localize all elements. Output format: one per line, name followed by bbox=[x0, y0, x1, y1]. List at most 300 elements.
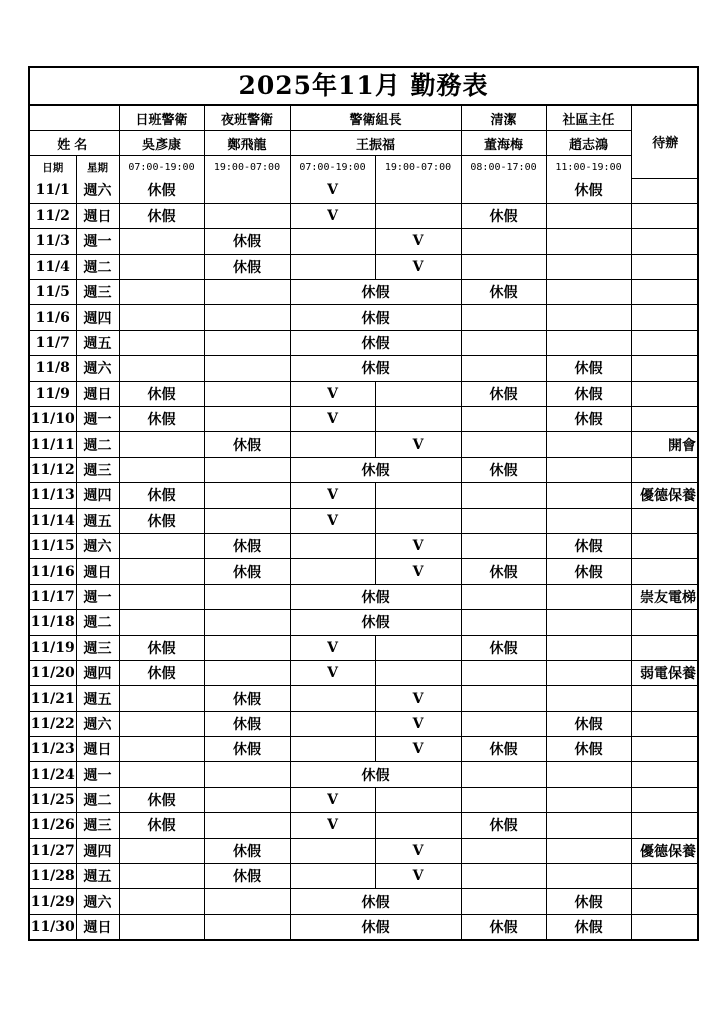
weekday-cell: 週三 bbox=[76, 635, 119, 660]
guard-leader-day-cell bbox=[290, 838, 375, 863]
guard-leader-day-cell bbox=[290, 864, 375, 889]
date-cell: 11/30 bbox=[30, 914, 76, 939]
cleaning-cell bbox=[461, 508, 546, 533]
pending-note-cell bbox=[631, 457, 699, 482]
guard-leader-night-cell bbox=[375, 178, 461, 203]
table-row bbox=[30, 610, 699, 635]
day-guard-cell bbox=[119, 559, 204, 584]
community-manager-cell bbox=[546, 457, 631, 482]
weekday-label: 星期 bbox=[76, 156, 119, 179]
cleaning-cell bbox=[461, 254, 546, 279]
day-guard-cell bbox=[119, 305, 204, 330]
guard-leader-night-cell bbox=[375, 407, 461, 432]
pending-note-cell bbox=[631, 229, 699, 254]
guard-leader-night-cell: V bbox=[375, 838, 461, 863]
table-row bbox=[30, 483, 699, 508]
cleaning-cell bbox=[461, 838, 546, 863]
night-guard-cell bbox=[204, 178, 290, 203]
pending-note-cell bbox=[631, 813, 699, 838]
day-guard-cell bbox=[119, 889, 204, 914]
date-cell: 11/16 bbox=[30, 559, 76, 584]
weekday-cell: 週六 bbox=[76, 356, 119, 381]
cleaning-cell bbox=[461, 610, 546, 635]
pending-note-cell bbox=[631, 559, 699, 584]
date-cell: 11/19 bbox=[30, 635, 76, 660]
date-cell: 11/10 bbox=[30, 407, 76, 432]
weekday-cell: 週二 bbox=[76, 254, 119, 279]
weekday-cell: 週四 bbox=[76, 483, 119, 508]
roster-title: 2025年11月 勤務表 bbox=[30, 68, 697, 106]
community-manager-cell bbox=[546, 254, 631, 279]
night-guard-cell bbox=[204, 635, 290, 660]
night-guard-cell: 休假 bbox=[204, 864, 290, 889]
table-row bbox=[30, 533, 699, 558]
day-guard-cell: 休假 bbox=[119, 381, 204, 406]
date-cell: 11/17 bbox=[30, 584, 76, 609]
weekday-cell: 週四 bbox=[76, 305, 119, 330]
guard-leader-day-cell: V bbox=[290, 813, 375, 838]
day-guard-cell bbox=[119, 610, 204, 635]
community-manager-cell: 休假 bbox=[546, 737, 631, 762]
weekday-cell: 週一 bbox=[76, 584, 119, 609]
guard-leader-night-cell: V bbox=[375, 686, 461, 711]
table-row bbox=[30, 407, 699, 432]
table-row bbox=[30, 432, 699, 457]
day-guard-cell bbox=[119, 432, 204, 457]
weekday-cell: 週二 bbox=[76, 432, 119, 457]
time-leader-day: 07:00-19:00 bbox=[290, 156, 375, 179]
weekday-cell: 週三 bbox=[76, 280, 119, 305]
table-row bbox=[30, 178, 699, 203]
table-row bbox=[30, 864, 699, 889]
guard-leader-night-cell: V bbox=[375, 229, 461, 254]
role-guard-leader: 警衛組長 bbox=[290, 106, 461, 131]
table-row bbox=[30, 711, 699, 736]
name-cleaning: 董海梅 bbox=[461, 131, 546, 156]
cleaning-cell: 休假 bbox=[461, 635, 546, 660]
guard-leader-leave-cell: 休假 bbox=[290, 330, 461, 355]
table-row bbox=[30, 660, 699, 685]
night-guard-cell bbox=[204, 584, 290, 609]
community-manager-cell: 休假 bbox=[546, 559, 631, 584]
date-cell: 11/6 bbox=[30, 305, 76, 330]
table-row bbox=[30, 838, 699, 863]
community-manager-cell bbox=[546, 203, 631, 228]
table-row bbox=[30, 305, 699, 330]
cleaning-cell bbox=[461, 356, 546, 381]
weekday-cell: 週六 bbox=[76, 178, 119, 203]
time-cleaning: 08:00-17:00 bbox=[461, 156, 546, 179]
night-guard-cell: 休假 bbox=[204, 686, 290, 711]
cleaning-cell bbox=[461, 660, 546, 685]
table-row bbox=[30, 889, 699, 914]
cleaning-cell bbox=[461, 686, 546, 711]
cleaning-cell: 休假 bbox=[461, 559, 546, 584]
pending-header: 待辦 bbox=[631, 106, 699, 178]
night-guard-cell: 休假 bbox=[204, 737, 290, 762]
table-row bbox=[30, 914, 699, 939]
name-guard-leader: 王振福 bbox=[290, 131, 461, 156]
date-cell: 11/22 bbox=[30, 711, 76, 736]
role-community-manager: 社區主任 bbox=[546, 106, 631, 131]
night-guard-cell bbox=[204, 356, 290, 381]
guard-leader-day-cell bbox=[290, 254, 375, 279]
cleaning-cell: 休假 bbox=[461, 737, 546, 762]
table-row bbox=[30, 280, 699, 305]
guard-leader-day-cell bbox=[290, 533, 375, 558]
guard-leader-night-cell bbox=[375, 813, 461, 838]
cleaning-cell bbox=[461, 889, 546, 914]
community-manager-cell bbox=[546, 660, 631, 685]
table-row bbox=[30, 635, 699, 660]
role-day-guard: 日班警衛 bbox=[119, 106, 204, 131]
guard-leader-day-cell: V bbox=[290, 508, 375, 533]
pending-note-cell bbox=[631, 864, 699, 889]
table-row bbox=[30, 457, 699, 482]
night-guard-cell bbox=[204, 813, 290, 838]
community-manager-cell bbox=[546, 584, 631, 609]
weekday-cell: 週日 bbox=[76, 914, 119, 939]
day-guard-cell bbox=[119, 762, 204, 787]
date-cell: 11/2 bbox=[30, 203, 76, 228]
pending-note-cell bbox=[631, 737, 699, 762]
pending-note-cell bbox=[631, 787, 699, 812]
table-row bbox=[30, 737, 699, 762]
day-guard-cell: 休假 bbox=[119, 483, 204, 508]
cleaning-cell: 休假 bbox=[461, 813, 546, 838]
guard-leader-night-cell: V bbox=[375, 864, 461, 889]
pending-note-cell bbox=[631, 889, 699, 914]
date-cell: 11/28 bbox=[30, 864, 76, 889]
night-guard-cell bbox=[204, 407, 290, 432]
guard-leader-day-cell: V bbox=[290, 178, 375, 203]
weekday-cell: 週五 bbox=[76, 686, 119, 711]
header-row-roles bbox=[30, 106, 699, 131]
guard-leader-day-cell bbox=[290, 711, 375, 736]
cleaning-cell bbox=[461, 533, 546, 558]
guard-leader-leave-cell: 休假 bbox=[290, 889, 461, 914]
weekday-cell: 週日 bbox=[76, 381, 119, 406]
guard-leader-leave-cell: 休假 bbox=[290, 762, 461, 787]
guard-leader-leave-cell: 休假 bbox=[290, 356, 461, 381]
guard-leader-leave-cell: 休假 bbox=[290, 914, 461, 939]
cleaning-cell bbox=[461, 407, 546, 432]
cleaning-cell bbox=[461, 787, 546, 812]
night-guard-cell bbox=[204, 610, 290, 635]
guard-leader-night-cell: V bbox=[375, 432, 461, 457]
weekday-cell: 週日 bbox=[76, 737, 119, 762]
community-manager-cell bbox=[546, 330, 631, 355]
cleaning-cell bbox=[461, 178, 546, 203]
pending-note-cell: 弱電保養 bbox=[631, 660, 699, 685]
day-guard-cell bbox=[119, 457, 204, 482]
table-row bbox=[30, 254, 699, 279]
guard-leader-day-cell: V bbox=[290, 203, 375, 228]
date-cell: 11/14 bbox=[30, 508, 76, 533]
night-guard-cell: 休假 bbox=[204, 711, 290, 736]
date-cell: 11/23 bbox=[30, 737, 76, 762]
weekday-cell: 週六 bbox=[76, 889, 119, 914]
date-label: 日期 bbox=[30, 156, 76, 179]
name-night-guard: 鄭飛龍 bbox=[204, 131, 290, 156]
community-manager-cell bbox=[546, 838, 631, 863]
table-row bbox=[30, 330, 699, 355]
weekday-cell: 週六 bbox=[76, 711, 119, 736]
day-guard-cell bbox=[119, 584, 204, 609]
date-cell: 11/4 bbox=[30, 254, 76, 279]
pending-note-cell bbox=[631, 508, 699, 533]
night-guard-cell bbox=[204, 203, 290, 228]
cleaning-cell bbox=[461, 330, 546, 355]
night-guard-cell bbox=[204, 914, 290, 939]
date-cell: 11/1 bbox=[30, 178, 76, 203]
guard-leader-leave-cell: 休假 bbox=[290, 610, 461, 635]
guard-leader-night-cell bbox=[375, 483, 461, 508]
date-cell: 11/11 bbox=[30, 432, 76, 457]
pending-note-cell bbox=[631, 610, 699, 635]
day-guard-cell: 休假 bbox=[119, 508, 204, 533]
weekday-cell: 週一 bbox=[76, 762, 119, 787]
pending-note-cell bbox=[631, 407, 699, 432]
pending-note-cell bbox=[631, 533, 699, 558]
day-guard-cell bbox=[119, 229, 204, 254]
guard-leader-day-cell: V bbox=[290, 787, 375, 812]
community-manager-cell bbox=[546, 432, 631, 457]
guard-leader-night-cell: V bbox=[375, 737, 461, 762]
day-guard-cell bbox=[119, 280, 204, 305]
weekday-cell: 週四 bbox=[76, 660, 119, 685]
guard-leader-day-cell: V bbox=[290, 407, 375, 432]
table-row bbox=[30, 787, 699, 812]
community-manager-cell: 休假 bbox=[546, 381, 631, 406]
night-guard-cell bbox=[204, 381, 290, 406]
header-row-times bbox=[30, 156, 699, 179]
day-guard-cell bbox=[119, 356, 204, 381]
community-manager-cell: 休假 bbox=[546, 407, 631, 432]
community-manager-cell bbox=[546, 280, 631, 305]
community-manager-cell: 休假 bbox=[546, 711, 631, 736]
role-cleaning: 清潔 bbox=[461, 106, 546, 131]
pending-note-cell: 優德保養 bbox=[631, 838, 699, 863]
night-guard-cell bbox=[204, 787, 290, 812]
weekday-cell: 週一 bbox=[76, 407, 119, 432]
date-cell: 11/26 bbox=[30, 813, 76, 838]
day-guard-cell bbox=[119, 254, 204, 279]
community-manager-cell bbox=[546, 864, 631, 889]
pending-note-cell bbox=[631, 356, 699, 381]
table-row bbox=[30, 356, 699, 381]
cleaning-cell bbox=[461, 711, 546, 736]
guard-leader-day-cell bbox=[290, 432, 375, 457]
guard-leader-leave-cell: 休假 bbox=[290, 584, 461, 609]
date-cell: 11/25 bbox=[30, 787, 76, 812]
pending-note-cell bbox=[631, 381, 699, 406]
table-row bbox=[30, 762, 699, 787]
night-guard-cell: 休假 bbox=[204, 432, 290, 457]
date-cell: 11/9 bbox=[30, 381, 76, 406]
table-row bbox=[30, 203, 699, 228]
date-cell: 11/12 bbox=[30, 457, 76, 482]
community-manager-cell: 休假 bbox=[546, 533, 631, 558]
name-community-manager: 趙志鴻 bbox=[546, 131, 631, 156]
community-manager-cell: 休假 bbox=[546, 356, 631, 381]
date-cell: 11/5 bbox=[30, 280, 76, 305]
date-cell: 11/21 bbox=[30, 686, 76, 711]
community-manager-cell bbox=[546, 305, 631, 330]
guard-leader-night-cell: V bbox=[375, 559, 461, 584]
day-guard-cell bbox=[119, 686, 204, 711]
community-manager-cell bbox=[546, 483, 631, 508]
night-guard-cell bbox=[204, 330, 290, 355]
table-row bbox=[30, 559, 699, 584]
role-night-guard: 夜班警衛 bbox=[204, 106, 290, 131]
community-manager-cell bbox=[546, 508, 631, 533]
night-guard-cell: 休假 bbox=[204, 559, 290, 584]
pending-note-cell: 開會 bbox=[631, 432, 699, 457]
cleaning-cell bbox=[461, 305, 546, 330]
guard-leader-night-cell: V bbox=[375, 254, 461, 279]
cleaning-cell bbox=[461, 584, 546, 609]
roster-table bbox=[30, 106, 699, 939]
weekday-cell: 週一 bbox=[76, 229, 119, 254]
weekday-cell: 週二 bbox=[76, 787, 119, 812]
night-guard-cell: 休假 bbox=[204, 254, 290, 279]
time-night-guard: 19:00-07:00 bbox=[204, 156, 290, 179]
pending-note-cell bbox=[631, 203, 699, 228]
pending-note-cell bbox=[631, 635, 699, 660]
pending-note-cell bbox=[631, 686, 699, 711]
night-guard-cell: 休假 bbox=[204, 229, 290, 254]
guard-leader-day-cell bbox=[290, 686, 375, 711]
time-leader-night: 19:00-07:00 bbox=[375, 156, 461, 179]
guard-leader-leave-cell: 休假 bbox=[290, 305, 461, 330]
pending-note-cell bbox=[631, 330, 699, 355]
community-manager-cell: 休假 bbox=[546, 914, 631, 939]
date-cell: 11/18 bbox=[30, 610, 76, 635]
community-manager-cell bbox=[546, 787, 631, 812]
night-guard-cell bbox=[204, 889, 290, 914]
community-manager-cell bbox=[546, 635, 631, 660]
guard-leader-night-cell: V bbox=[375, 533, 461, 558]
community-manager-cell bbox=[546, 686, 631, 711]
community-manager-cell bbox=[546, 813, 631, 838]
day-guard-cell: 休假 bbox=[119, 787, 204, 812]
weekday-cell: 週六 bbox=[76, 533, 119, 558]
day-guard-cell bbox=[119, 914, 204, 939]
night-guard-cell bbox=[204, 762, 290, 787]
time-community-manager: 11:00-19:00 bbox=[546, 156, 631, 179]
date-cell: 11/24 bbox=[30, 762, 76, 787]
community-manager-cell bbox=[546, 610, 631, 635]
table-row bbox=[30, 508, 699, 533]
day-guard-cell bbox=[119, 838, 204, 863]
cleaning-cell bbox=[461, 864, 546, 889]
date-cell: 11/29 bbox=[30, 889, 76, 914]
name-day-guard: 吳彥康 bbox=[119, 131, 204, 156]
guard-leader-night-cell bbox=[375, 787, 461, 812]
cleaning-cell bbox=[461, 762, 546, 787]
night-guard-cell bbox=[204, 457, 290, 482]
pending-note-cell bbox=[631, 762, 699, 787]
cleaning-cell bbox=[461, 229, 546, 254]
day-guard-cell: 休假 bbox=[119, 203, 204, 228]
guard-leader-day-cell: V bbox=[290, 483, 375, 508]
guard-leader-night-cell bbox=[375, 381, 461, 406]
time-day-guard: 07:00-19:00 bbox=[119, 156, 204, 179]
cleaning-cell: 休假 bbox=[461, 914, 546, 939]
pending-note-cell bbox=[631, 711, 699, 736]
pending-note-cell bbox=[631, 914, 699, 939]
table-row bbox=[30, 381, 699, 406]
weekday-cell: 週三 bbox=[76, 813, 119, 838]
night-guard-cell bbox=[204, 280, 290, 305]
night-guard-cell: 休假 bbox=[204, 533, 290, 558]
header-blank-cell bbox=[30, 106, 119, 131]
pending-note-cell: 崇友電梯 bbox=[631, 584, 699, 609]
date-cell: 11/13 bbox=[30, 483, 76, 508]
cleaning-cell: 休假 bbox=[461, 381, 546, 406]
guard-leader-night-cell bbox=[375, 635, 461, 660]
day-guard-cell: 休假 bbox=[119, 407, 204, 432]
date-cell: 11/20 bbox=[30, 660, 76, 685]
table-row bbox=[30, 584, 699, 609]
cleaning-cell: 休假 bbox=[461, 457, 546, 482]
community-manager-cell: 休假 bbox=[546, 178, 631, 203]
roster-body bbox=[30, 178, 699, 939]
date-cell: 11/27 bbox=[30, 838, 76, 863]
weekday-cell: 週五 bbox=[76, 330, 119, 355]
date-cell: 11/15 bbox=[30, 533, 76, 558]
cleaning-cell: 休假 bbox=[461, 203, 546, 228]
weekday-cell: 週日 bbox=[76, 203, 119, 228]
date-cell: 11/7 bbox=[30, 330, 76, 355]
date-cell: 11/3 bbox=[30, 229, 76, 254]
night-guard-cell: 休假 bbox=[204, 838, 290, 863]
weekday-cell: 週四 bbox=[76, 838, 119, 863]
header-row-names bbox=[30, 131, 699, 156]
night-guard-cell bbox=[204, 305, 290, 330]
weekday-cell: 週五 bbox=[76, 864, 119, 889]
day-guard-cell bbox=[119, 330, 204, 355]
day-guard-cell bbox=[119, 864, 204, 889]
day-guard-cell: 休假 bbox=[119, 660, 204, 685]
pending-note-cell bbox=[631, 178, 699, 203]
guard-leader-night-cell: V bbox=[375, 711, 461, 736]
guard-leader-day-cell: V bbox=[290, 660, 375, 685]
date-cell: 11/8 bbox=[30, 356, 76, 381]
table-row bbox=[30, 686, 699, 711]
guard-leader-night-cell bbox=[375, 203, 461, 228]
cleaning-cell bbox=[461, 432, 546, 457]
guard-leader-day-cell: V bbox=[290, 635, 375, 660]
weekday-cell: 週三 bbox=[76, 457, 119, 482]
community-manager-cell bbox=[546, 229, 631, 254]
guard-leader-night-cell bbox=[375, 660, 461, 685]
guard-leader-day-cell bbox=[290, 559, 375, 584]
guard-leader-leave-cell: 休假 bbox=[290, 457, 461, 482]
guard-leader-leave-cell: 休假 bbox=[290, 280, 461, 305]
day-guard-cell bbox=[119, 711, 204, 736]
guard-leader-day-cell bbox=[290, 737, 375, 762]
community-manager-cell: 休假 bbox=[546, 889, 631, 914]
table-row bbox=[30, 813, 699, 838]
day-guard-cell: 休假 bbox=[119, 813, 204, 838]
table-row bbox=[30, 229, 699, 254]
day-guard-cell bbox=[119, 737, 204, 762]
pending-note-cell: 優德保養 bbox=[631, 483, 699, 508]
guard-leader-day-cell: V bbox=[290, 381, 375, 406]
cleaning-cell: 休假 bbox=[461, 280, 546, 305]
